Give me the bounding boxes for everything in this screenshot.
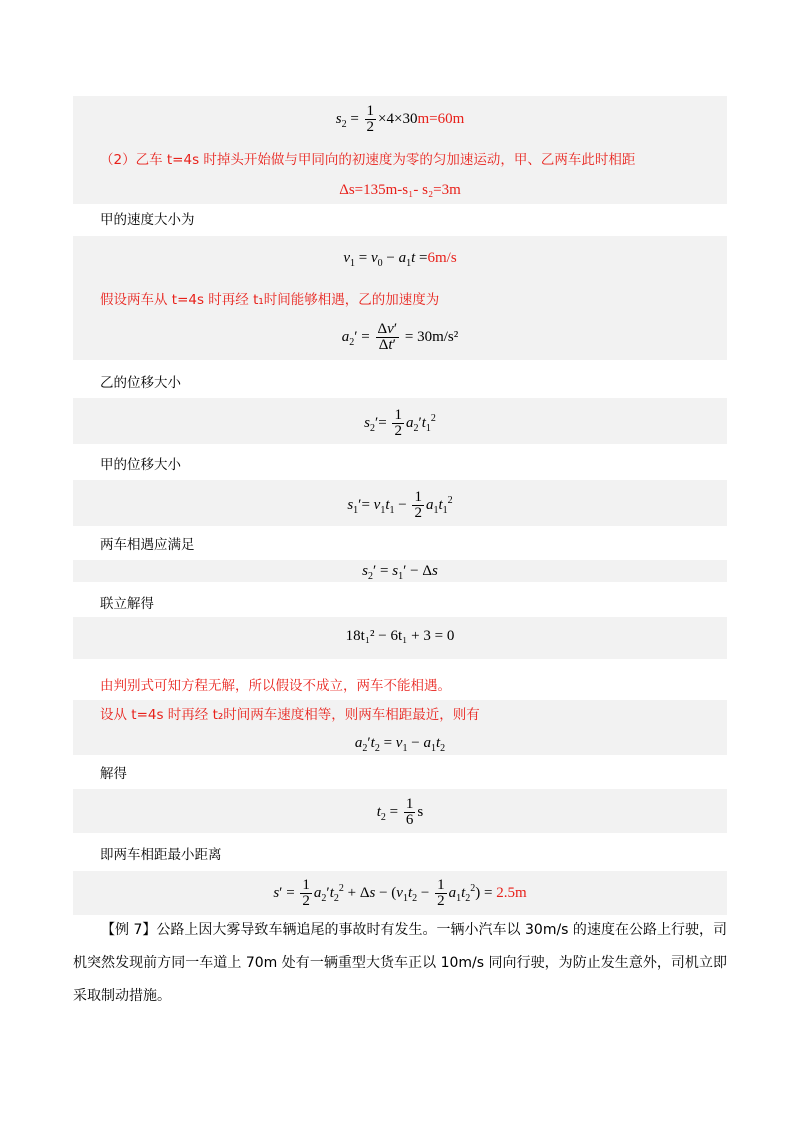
equation-v1: $v_1 = v_0 - a_1t =6m/s$ (343, 250, 457, 269)
equation-s1-prime: $s_1'= v_1t_1$ − $\frac{1}{2}$ $a_1t_1^2$ (347, 489, 453, 521)
equation-t2: $t_2$ = $\frac{1}{6}$ s (376, 796, 424, 828)
label-s-yi: 乙的位移大小 (100, 375, 181, 391)
assume-equal-velocity: 设从 t=4s 时再经 t₂时间两车速度相等，则两车相距最近，则有 (100, 707, 480, 723)
equation-quadratic: 18t₁² − 6t₁ + 3 = 0 (345, 628, 455, 644)
label-solve-2: 解得 (100, 766, 127, 782)
conclusion-no-meet: 由判别式可知方程无解，所以假设不成立，两车不能相遇。 (100, 678, 451, 694)
equation-min-distance: s′ = $\frac{1}{2}$ $a_2't_2^2 + \Delta s - (v_1t_2$ − $\frac{1}{2}$ $a_1t_2^2) = 2.5m$ (273, 877, 527, 909)
equation-min-result: 2.5m (496, 884, 527, 901)
equation-a2-result: 30m/s² (417, 328, 459, 345)
label-meet-condition: 两车相遇应满足 (100, 537, 195, 553)
equation-a2: $a_2'$ = $\frac{\Delta v'}{\Delta t'}$ = 30m/s² (341, 321, 459, 353)
label-v-jia: 甲的速度大小为 (100, 212, 195, 228)
equation-s2-prime: $s_2'=$ $\frac{1}{2}$ $a_2't_1^2$ (364, 407, 436, 439)
equation-delta-s: Δs=135m-s₁- s₂=3m (339, 182, 461, 198)
example-7-paragraph: 【例 7】公路上因大雾导致车辆追尾的事故时有发生。一辆小汽车以 30m/s 的速度在公路上行驶，司机突然发现前方同一车道上 70m 处有一辆重型大货车正以 10m/s 同向行驶，为防止发生意外，司机立即采取制动措施。 (73, 922, 727, 1004)
label-min-distance: 即两车相距最小距离 (100, 847, 222, 863)
equation-meet-condition: $s_2' = s_1' - \Delta s$ (362, 563, 438, 582)
equation-v1-result: 6m/s (427, 250, 457, 266)
equation-s2: $s_2$ = $\frac{1}{2}$ ×4×30m=60m (335, 103, 465, 135)
assume-meet-text: 假设两车从 t=4s 时再经 t₁时间能够相遇，乙的加速度为 (100, 292, 440, 308)
label-solve-1: 联立解得 (100, 596, 154, 612)
step2-intro: （2）乙车 t=4s 时掉头开始做与甲同向的初速度为零的匀加速运动，甲、乙两车此时相距 (100, 152, 636, 168)
equation-equal-velocity: $a_2't_2 = v_1 - a_1t_2$ (354, 735, 446, 754)
label-s-jia: 甲的位移大小 (100, 457, 181, 473)
equation-s2-result: m=60m (417, 110, 465, 127)
